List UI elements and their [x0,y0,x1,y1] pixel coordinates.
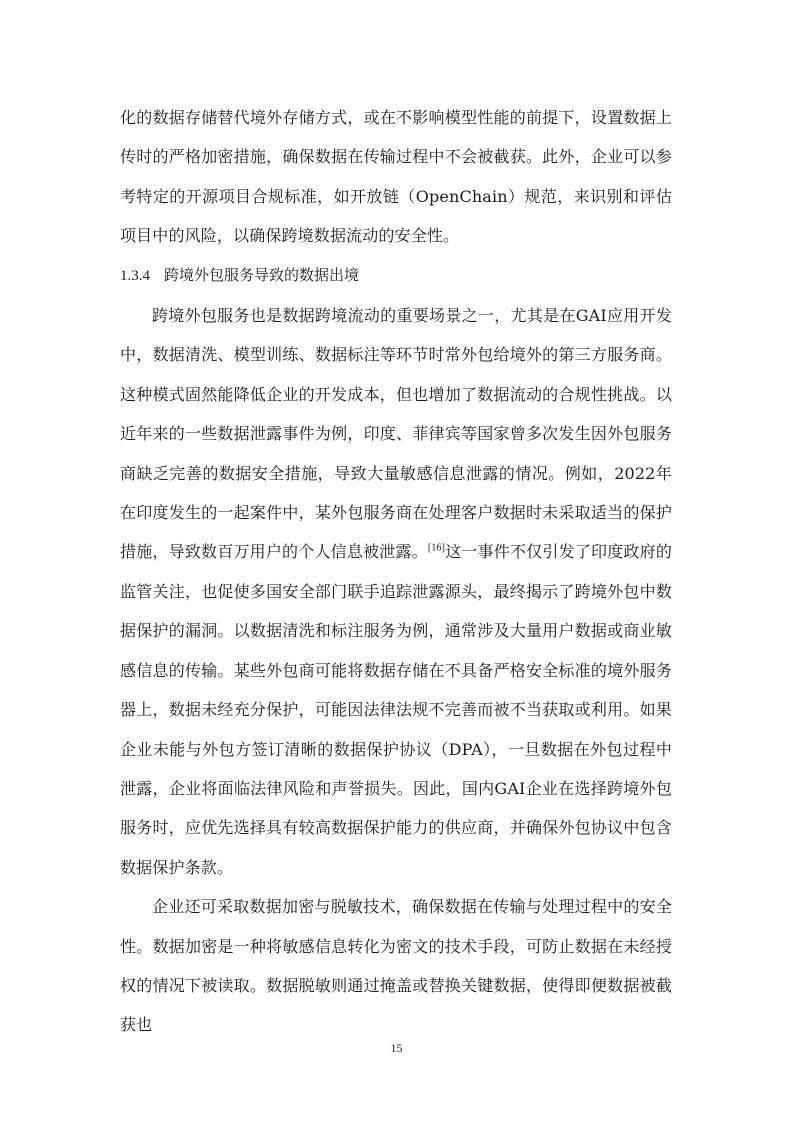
paragraph-encryption: 企业还可采取数据加密与脱敏技术，确保数据在传输与处理过程中的安全性。数据加密是一种将敏感信息转化为密文的技术手段，可防止数据在未经授权的情况下被读取。数据脱敏则通过掩盖或替换关键数据，使得即便数据被截获也 [120,897,672,1035]
paragraph-continued: 化的数据存储替代境外存储方式，或在不影响模型性能的前提下，设置数据上传时的严格加密措施，确保数据在传输过程中不会被截获。此外，企业可以参考特定的开源项目合规标准，如开放链（OpenChain）规范，来识别和评估项目中的风险，以确保跨境数据流动的安全性。 [120,108,672,246]
citation-reference[interactable]: [16] [427,543,446,555]
paragraph-text-after-citation: 这一事件不仅引发了印度政府的监管关注，也促使多国安全部门联手追踪泄露源头，最终揭示了跨境外包中数据保护的漏洞。以数据清洗和标注服务为例，通常涉及大量用户数据或商业敏感信息的传输。某些外包商可能将数据存储在不具备严格安全标准的境外服务器上，数据未经充分保护，可能因法律法规不完善而被不当获取或利用。如果企业未能与外包方签订清晰的数据保护协议（DPA），一旦数据在外包过程中泄露，企业将面临法律风险和声誉损失。因此，国内GAI企业在选择跨境外包服务时，应优先选择具有较高数据保护能力的供应商，并确保外包协议中包含数据保护条款。 [120,542,672,877]
page-body [120,98,672,1045]
page-number: 15 [390,1041,403,1055]
paragraph-text-before-citation: 跨境外包服务也是数据跨境流动的重要场景之一，尤其是在GAI应用开发中，数据清洗、模型训练、数据标注等环节时常外包给境外的第三方服务商。这种模式固然能降低企业的开发成本，但也增加了数据流动的合规性挑战。以近年来的一些数据泄露事件为例，印度、菲律宾等国家曾多次发生因外包服务商缺乏完善的数据安全措施，导致大量敏感信息泄露的情况。例如，2022年在印度发生的一起案件中，某外包服务商在处理客户数据时未采取适当的保护措施，导致数百万用户的个人信息被泄露。 [120,306,672,562]
section-heading [120,256,672,296]
section-number: 1.3.4 [120,267,150,284]
section-title: 跨境外包服务导致的数据出境 [164,265,360,284]
paragraph-outsourcing [120,296,672,887]
